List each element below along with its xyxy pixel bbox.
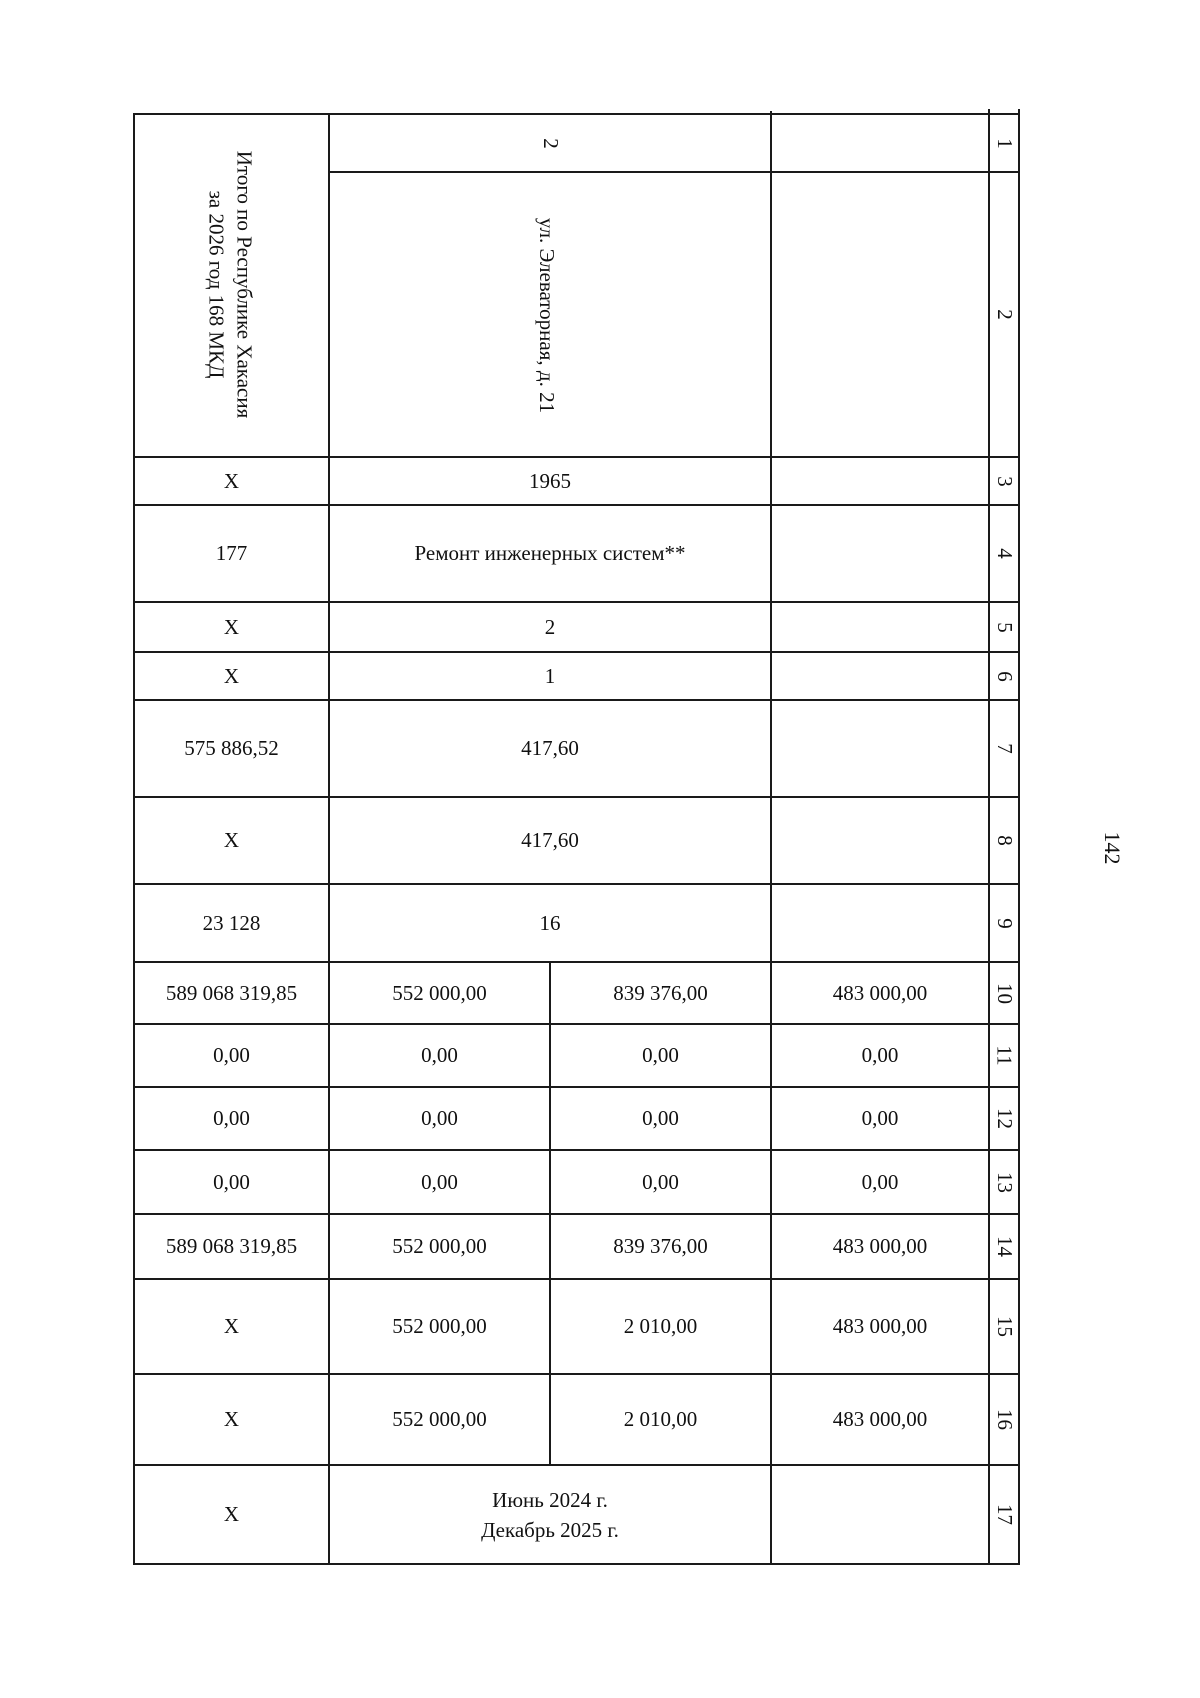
col-number-14: 14 bbox=[992, 1236, 1017, 1257]
floors: 2 bbox=[544, 614, 556, 639]
fund-reg-a: 0,00 bbox=[421, 1106, 458, 1130]
table-border-right bbox=[1018, 109, 1020, 1565]
col-number-17: 17 bbox=[992, 1504, 1017, 1525]
fund-fed-b: 0,00 bbox=[642, 1043, 679, 1067]
fund-owners-sum: 589 068 319,85 bbox=[165, 1234, 298, 1258]
deadline-total: Х bbox=[223, 1502, 240, 1526]
fund-fed-c: 0,00 bbox=[861, 1043, 899, 1067]
fund-owners-a: 552 000,00 bbox=[392, 1234, 487, 1258]
area-living-total: Х bbox=[223, 828, 240, 852]
work-type-total: 177 bbox=[215, 541, 248, 565]
col-number-16: 16 bbox=[992, 1409, 1017, 1430]
fund-reg-c: 0,00 bbox=[861, 1106, 899, 1130]
year-total: Х bbox=[223, 468, 240, 493]
work-type: Ремонт инженерных систем** bbox=[414, 541, 686, 565]
fund-owners-c: 483 000,00 bbox=[832, 1234, 928, 1258]
cost-total-sum: 589 068 319,85 bbox=[165, 980, 298, 1005]
fund-mun-b: 0,00 bbox=[642, 1169, 679, 1194]
deadline-end: Декабрь 2025 г. bbox=[481, 1517, 619, 1542]
cost-total-a: 552 000,00 bbox=[392, 980, 487, 1005]
col-number-6: 6 bbox=[992, 670, 1017, 682]
col-number-15: 15 bbox=[992, 1316, 1017, 1337]
unit-cost-sum: Х bbox=[223, 1314, 240, 1338]
col-number-4: 4 bbox=[992, 548, 1017, 559]
col-number-7: 7 bbox=[992, 743, 1017, 754]
fund-mun-c: 0,00 bbox=[861, 1169, 899, 1194]
total-label-line2: за 2026 год 168 МКД bbox=[205, 190, 229, 379]
fund-owners-b: 839 376,00 bbox=[613, 1234, 708, 1258]
col-number-12: 12 bbox=[992, 1108, 1017, 1129]
area-living: 417,60 bbox=[521, 828, 579, 852]
fund-fed-a: 0,00 bbox=[421, 1043, 458, 1067]
total-label-line1: Итого по Республике Хакасия bbox=[233, 150, 257, 419]
area-total-sum: 575 886,52 bbox=[184, 736, 279, 760]
row-divider bbox=[328, 171, 1020, 173]
item-number: 2 bbox=[538, 137, 563, 149]
fund-mun-sum: 0,00 bbox=[213, 1169, 250, 1194]
unit-cost-c: 483 000,00 bbox=[832, 1314, 928, 1338]
floors-total: Х bbox=[223, 614, 240, 639]
col-number-11: 11 bbox=[992, 1045, 1017, 1066]
unit-max-c: 483 000,00 bbox=[832, 1407, 928, 1431]
col-number-13: 13 bbox=[992, 1171, 1017, 1193]
year-built: 1965 bbox=[529, 468, 571, 493]
entrances-total: Х bbox=[223, 663, 240, 688]
fund-reg-sum: 0,00 bbox=[213, 1106, 250, 1130]
col-number-5: 5 bbox=[992, 621, 1017, 633]
deadline-start: Июнь 2024 г. bbox=[492, 1487, 608, 1512]
page-number: 142 bbox=[1100, 831, 1125, 865]
address: ул. Элеваторная, д. 21 bbox=[535, 217, 559, 414]
fund-reg-b: 0,00 bbox=[642, 1106, 679, 1130]
unit-cost-a: 552 000,00 bbox=[392, 1314, 487, 1338]
unit-max-a: 552 000,00 bbox=[392, 1407, 487, 1431]
residents-total: 23 128 bbox=[202, 910, 261, 935]
cost-total-c: 483 000,00 bbox=[832, 980, 928, 1005]
residents: 16 bbox=[539, 910, 561, 935]
unit-max-sum: Х bbox=[223, 1407, 240, 1431]
total-label bbox=[134, 143, 329, 427]
unit-cost-b: 2 010,00 bbox=[623, 1314, 698, 1338]
area-total: 417,60 bbox=[521, 736, 579, 760]
col-number-8: 8 bbox=[992, 835, 1017, 846]
col-number-3: 3 bbox=[992, 475, 1017, 487]
table-border-bottom bbox=[133, 1563, 1020, 1565]
unit-max-b: 2 010,00 bbox=[623, 1407, 698, 1431]
col-number-9: 9 bbox=[992, 917, 1017, 929]
deadline bbox=[330, 1466, 770, 1563]
entrances: 1 bbox=[544, 663, 556, 688]
fund-fed-sum: 0,00 bbox=[213, 1043, 250, 1067]
col-number-2: 2 bbox=[992, 309, 1017, 320]
col-number-1: 1 bbox=[992, 137, 1017, 149]
fund-mun-a: 0,00 bbox=[421, 1169, 458, 1194]
col-number-10: 10 bbox=[992, 982, 1017, 1004]
cost-total-b: 839 376,00 bbox=[613, 980, 708, 1005]
